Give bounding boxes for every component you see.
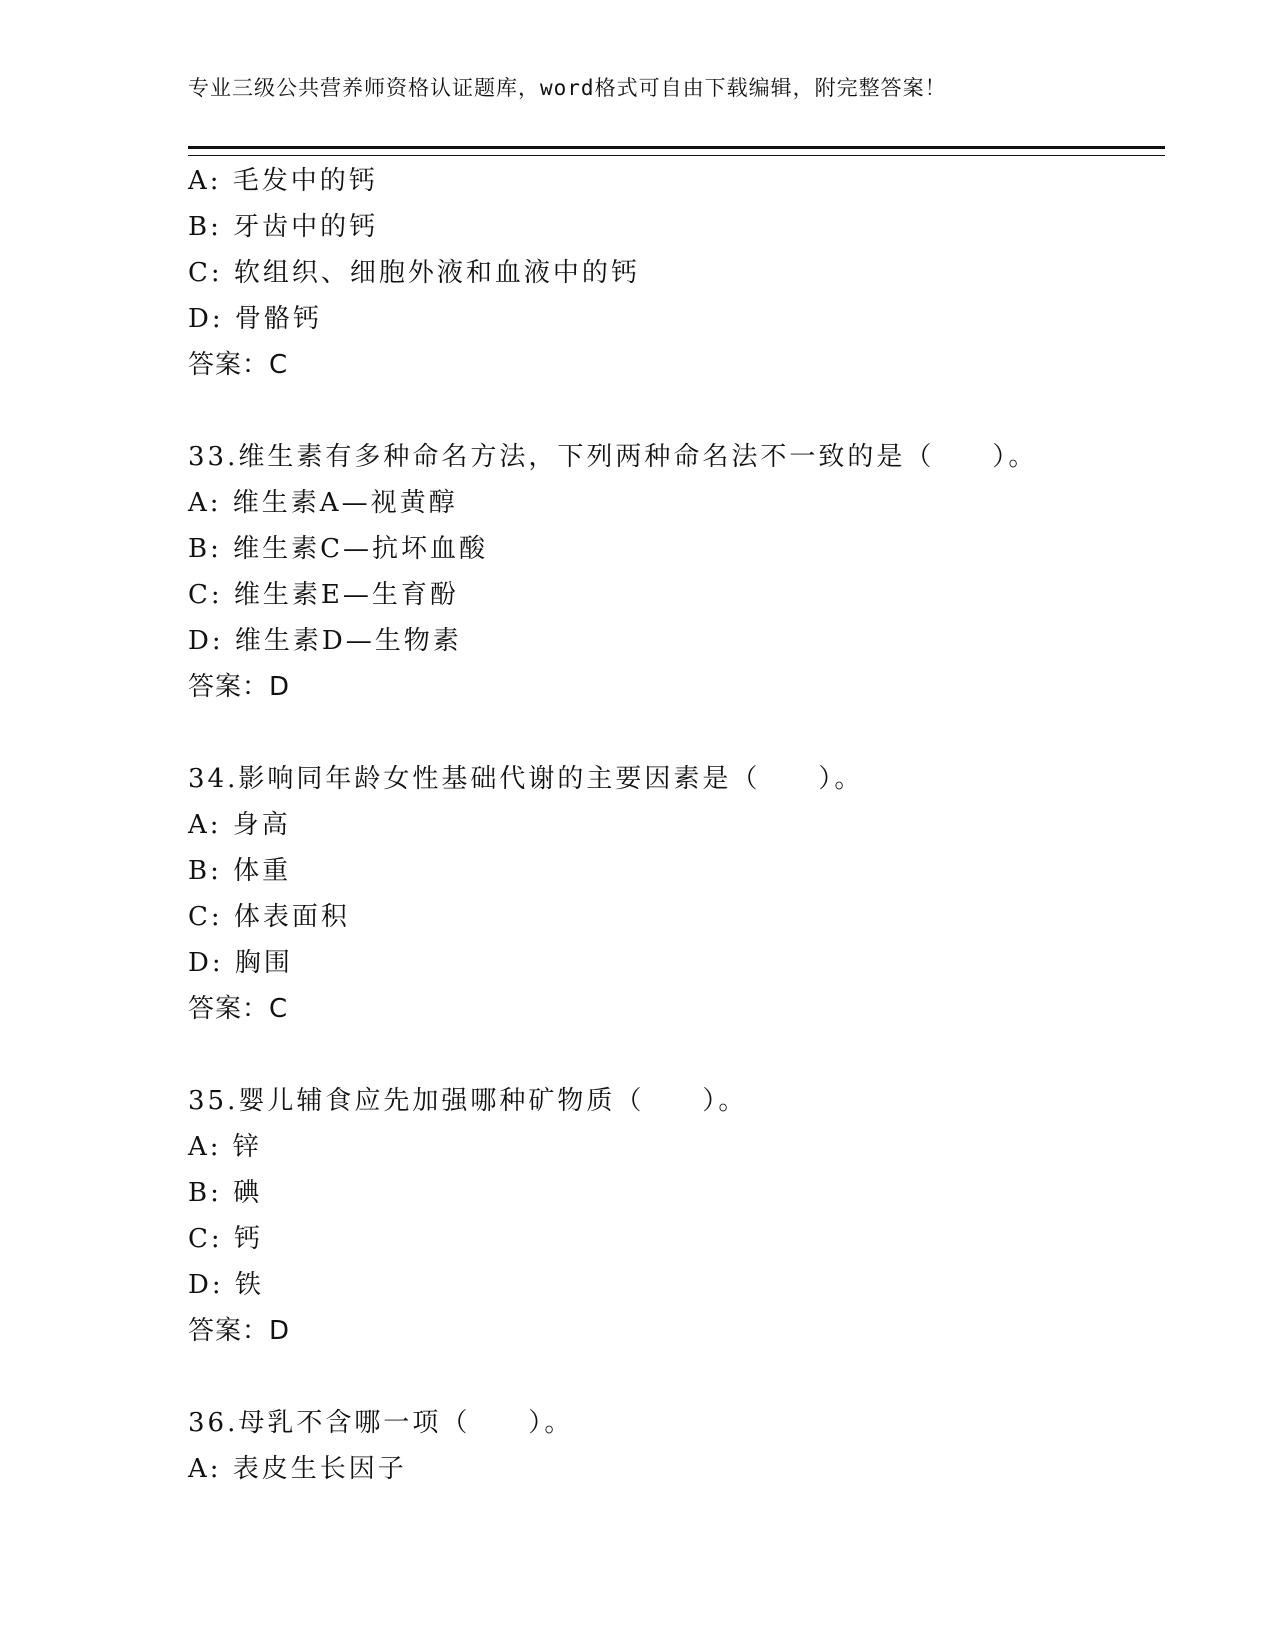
option-a: A: 锌 (188, 1132, 262, 1162)
option-b: B: 维生素C—抗坏血酸 (188, 534, 489, 564)
option-c: C: 维生素E—生育酚 (188, 580, 459, 610)
page-header: 专业三级公共营养师资格认证题库，word格式可自由下载编辑，附完整答案！ (188, 76, 947, 100)
previous-question-tail (188, 158, 1165, 388)
option-d: D: 胸围 (188, 948, 293, 978)
option-d: D: 维生素D—生物素 (188, 626, 462, 656)
option-d: D: 铁 (188, 1270, 264, 1300)
answer-line: 答案：C (188, 350, 289, 380)
question-36 (188, 1400, 1165, 1492)
question-35 (188, 1078, 1165, 1354)
question-34 (188, 756, 1165, 1032)
question-stem: 34.影响同年龄女性基础代谢的主要因素是（ ）。 (188, 764, 864, 794)
option-c: C: 体表面积 (188, 902, 350, 932)
spacer (188, 710, 1165, 756)
spacer (188, 1032, 1165, 1078)
option-c: C: 钙 (188, 1224, 263, 1254)
header-divider (188, 146, 1165, 156)
option-c: C: 软组织、细胞外液和血液中的钙 (188, 258, 640, 288)
option-a: A: 身高 (188, 810, 291, 840)
answer-line: 答案：D (188, 672, 291, 702)
answer-line: 答案：D (188, 1316, 291, 1346)
question-stem: 36.母乳不含哪一项（ ）。 (188, 1408, 574, 1438)
question-stem: 35.婴儿辅食应先加强哪种矿物质（ ）。 (188, 1086, 748, 1116)
spacer (188, 1354, 1165, 1400)
question-list (188, 158, 1165, 1492)
spacer (188, 388, 1165, 434)
option-b: B: 碘 (188, 1178, 263, 1208)
answer-line: 答案：C (188, 994, 289, 1024)
option-b: B: 体重 (188, 856, 292, 886)
option-a: A: 毛发中的钙 (188, 166, 378, 196)
question-33 (188, 434, 1165, 710)
option-a: A: 维生素A—视黄醇 (188, 488, 458, 518)
option-d: D: 骨骼钙 (188, 304, 322, 334)
option-a: A: 表皮生长因子 (188, 1454, 407, 1484)
option-b: B: 牙齿中的钙 (188, 212, 379, 242)
question-stem: 33.维生素有多种命名方法，下列两种命名法不一致的是（ ）。 (188, 442, 1038, 472)
